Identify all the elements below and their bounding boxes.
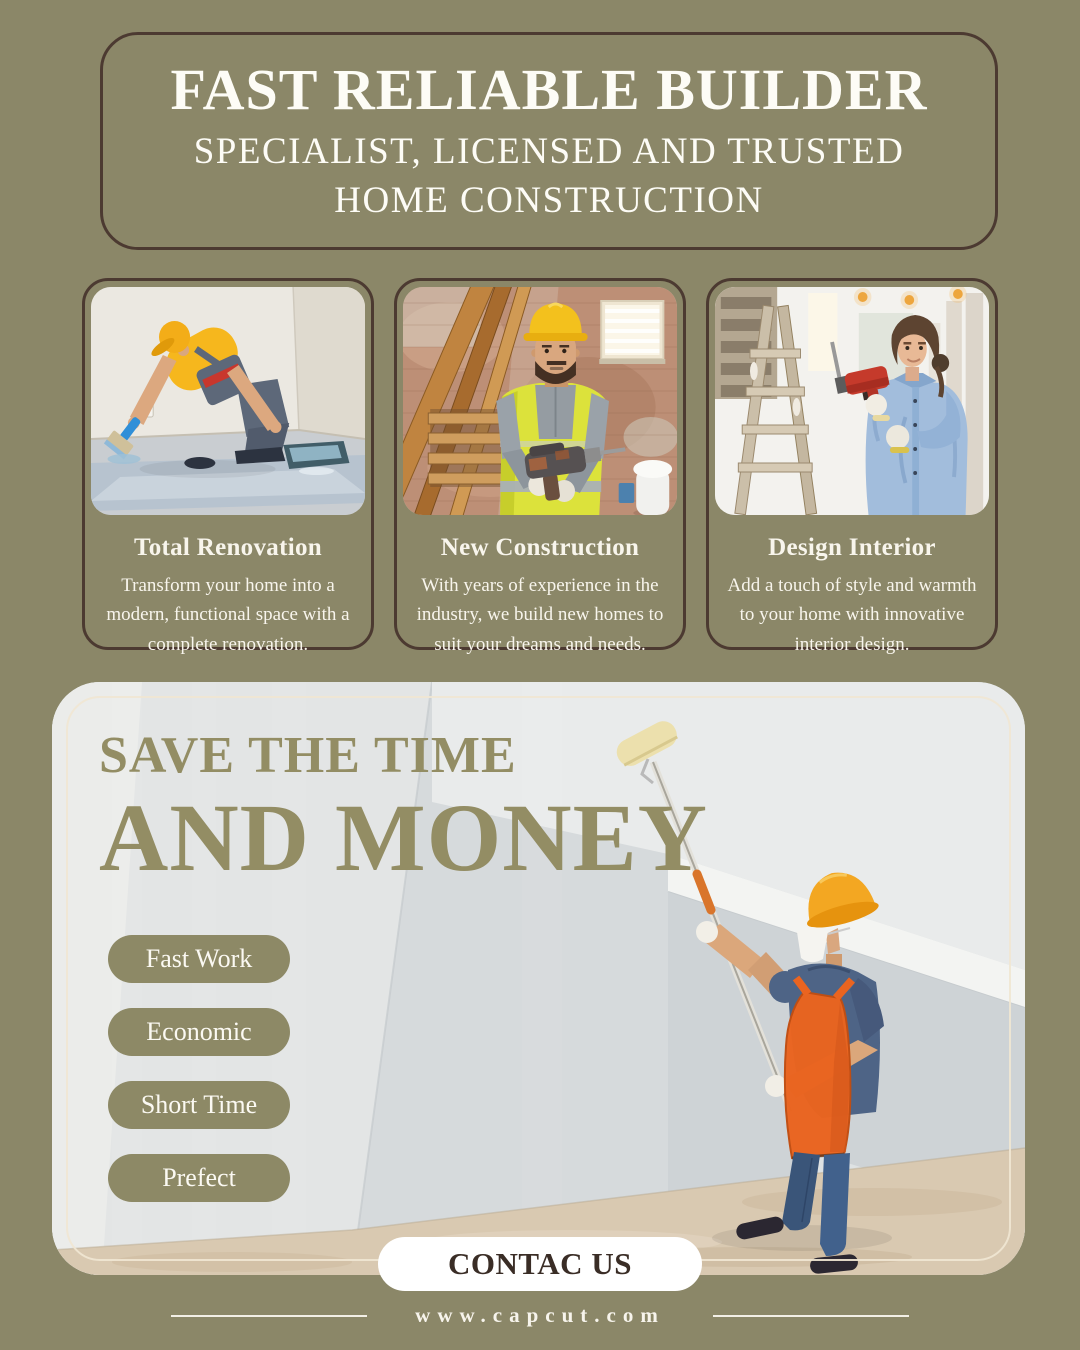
service-card-description: With years of experience in the industry, we build new homes to suit your dreams and needs. xyxy=(416,575,664,655)
feature-pill-economic: Economic xyxy=(108,1008,290,1056)
contact-us-button[interactable]: CONTAC US xyxy=(378,1237,702,1291)
woman-with-red-drill-illustration xyxy=(715,287,989,515)
promo-headline-line1: SAVE THE TIME xyxy=(99,727,517,784)
total-renovation-photo xyxy=(91,287,365,515)
service-card-total-renovation xyxy=(82,278,374,655)
service-card-description: Transform your home into a modern, functional space with a complete renovation. xyxy=(106,575,350,655)
design-interior-photo xyxy=(715,287,989,515)
header-banner xyxy=(100,32,998,250)
builder-with-drill-illustration xyxy=(403,287,677,515)
service-card-new-construction xyxy=(394,278,686,655)
promo-headline xyxy=(99,727,708,891)
website-divider-right xyxy=(713,1315,909,1317)
promo-headline-line2: AND MONEY xyxy=(99,784,708,891)
website-bar xyxy=(0,1303,1080,1328)
service-card-title: Design Interior xyxy=(768,534,936,561)
worker-painting-floor-illustration xyxy=(91,287,365,515)
service-card-design-interior xyxy=(706,278,998,655)
feature-pill-short-time: Short Time xyxy=(108,1081,290,1129)
feature-pill-list xyxy=(108,935,290,1202)
subtitle-line1: SPECIALIST, LICENSED AND TRUSTED xyxy=(193,130,905,172)
feature-pill-prefect: Prefect xyxy=(108,1154,290,1202)
subtitle-line2: HOME CONSTRUCTION xyxy=(334,179,764,221)
services-row xyxy=(82,278,998,655)
service-card-title: New Construction xyxy=(440,534,640,561)
website-divider-left xyxy=(171,1315,367,1317)
promo-panel xyxy=(52,682,1025,1275)
new-construction-photo xyxy=(403,287,677,515)
service-card-title: Total Renovation xyxy=(134,534,322,561)
website-url[interactable]: www.capcut.com xyxy=(415,1303,665,1327)
feature-pill-fast-work: Fast Work xyxy=(108,935,290,983)
service-card-description: Add a touch of style and warmth to your home with innovative interior design. xyxy=(727,575,977,655)
main-title: FAST RELIABLE BUILDER xyxy=(170,57,928,122)
